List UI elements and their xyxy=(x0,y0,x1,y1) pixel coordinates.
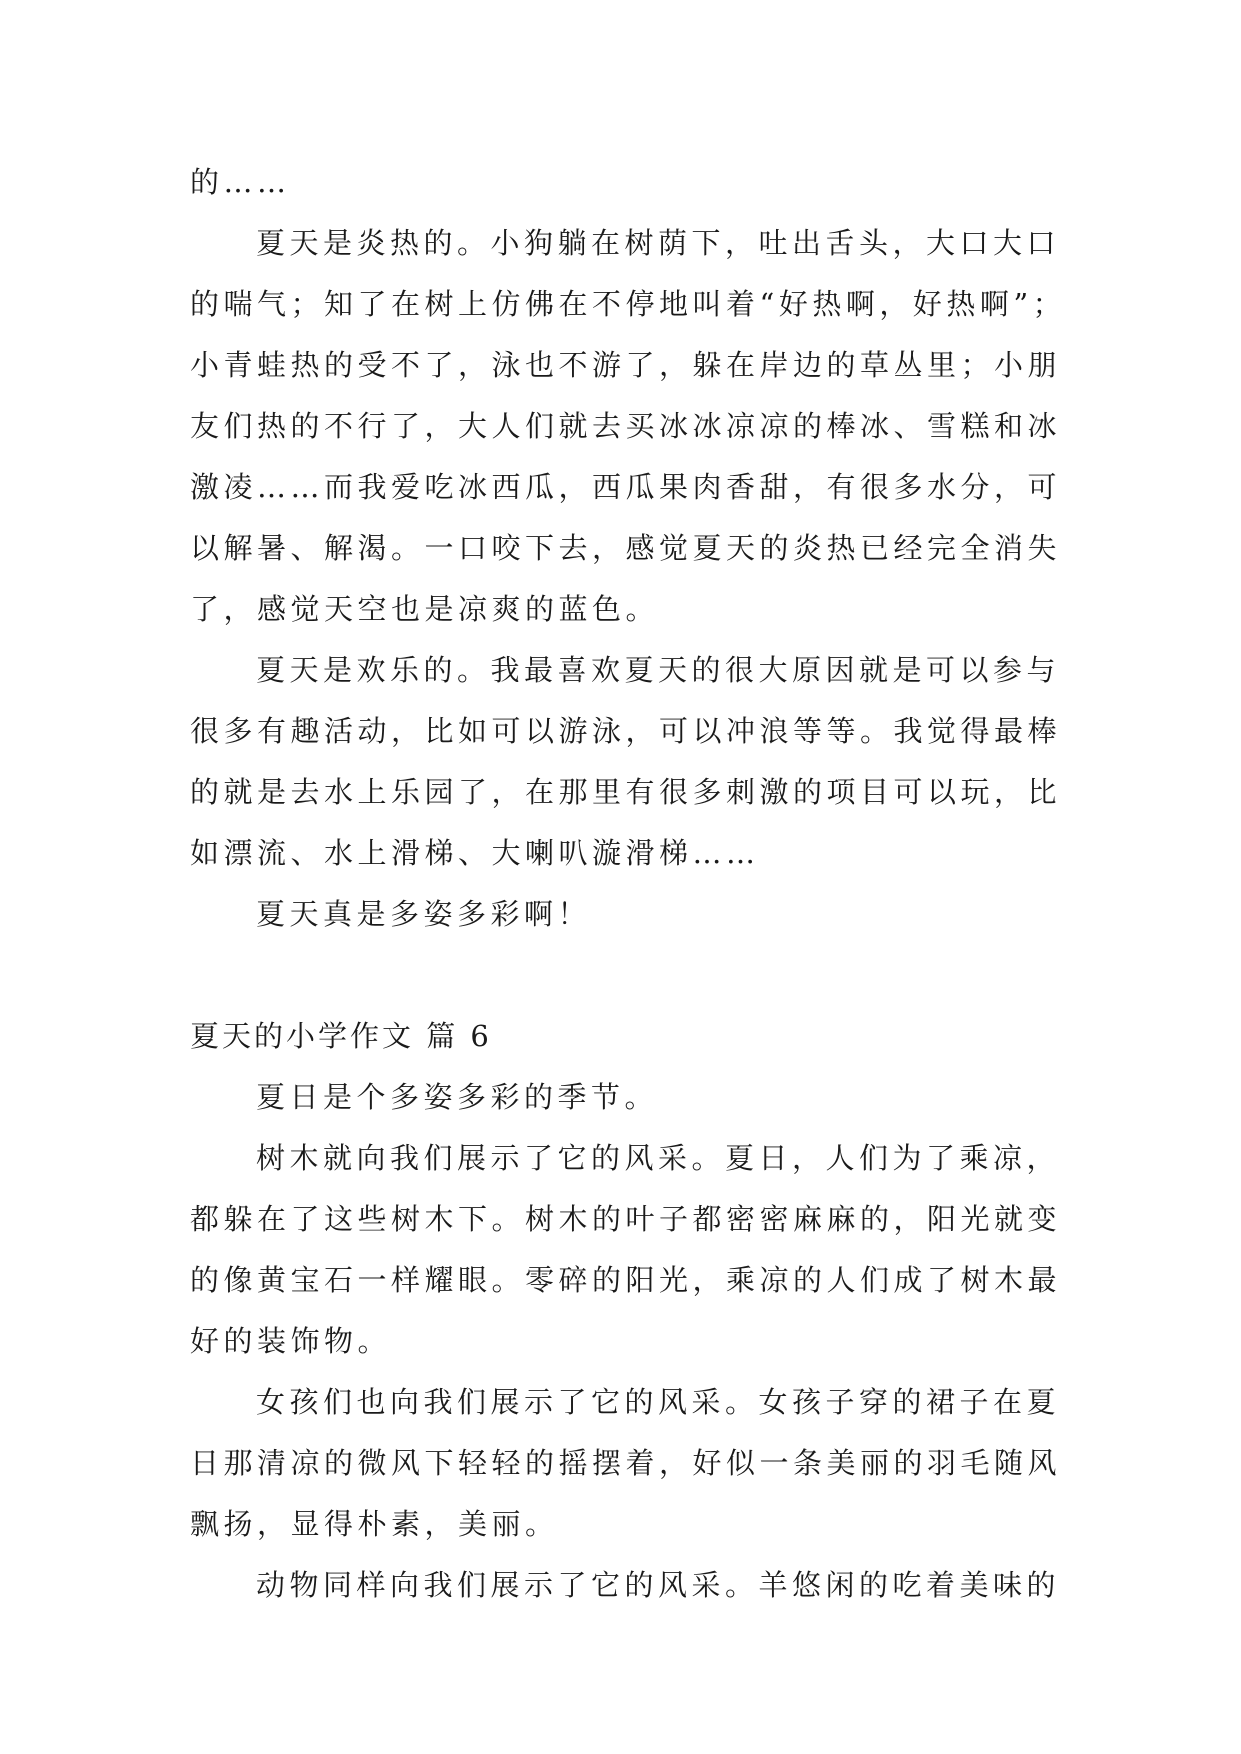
text-line: 树木就向我们展示了它的风采。夏日，人们为了乘凉， xyxy=(256,1141,1061,1175)
text-line: 很多有趣活动，比如可以游泳，可以冲浪等等。我觉得最棒 xyxy=(190,714,1062,748)
text-line: 如漂流、水上滑梯、大喇叭漩滑梯…… xyxy=(190,836,760,870)
text-line: 女孩们也向我们展示了它的风采。女孩子穿的裙子在夏 xyxy=(256,1385,1061,1419)
text-line: 以解暑、解渴。一口咬下去，感觉夏天的炎热已经完全消失 xyxy=(190,531,1062,565)
text-line: 的…… xyxy=(190,165,291,199)
text-line: 好的装饰物。 xyxy=(190,1324,392,1358)
text-line: 夏天是欢乐的。我最喜欢夏天的很大原因就是可以参与 xyxy=(256,653,1061,687)
text-line: 了，感觉天空也是凉爽的蓝色。 xyxy=(190,592,660,626)
text-line: 夏日是个多姿多彩的季节。 xyxy=(256,1080,659,1114)
text-line: 的就是去水上乐园了，在那里有很多刺激的项目可以玩，比 xyxy=(190,775,1062,809)
text-line: 小青蛙热的受不了，泳也不游了，躲在岸边的草丛里；小朋 xyxy=(190,348,1062,382)
text-line: 友们热的不行了，大人们就去买冰冰凉凉的棒冰、雪糕和冰 xyxy=(190,409,1062,443)
text-line: 的像黄宝石一样耀眼。零碎的阳光，乘凉的人们成了树木最 xyxy=(190,1263,1062,1297)
text-line: 激凌……而我爱吃冰西瓜，西瓜果肉香甜，有很多水分，可 xyxy=(190,470,1062,504)
text-line: 日那清凉的微风下轻轻的摇摆着，好似一条美丽的羽毛随风 xyxy=(190,1446,1062,1480)
text-line: 的喘气；知了在树上仿佛在不停地叫着“好热啊，好热啊”； xyxy=(190,287,1067,321)
section-heading: 夏天的小学作文 篇 6 xyxy=(190,1019,492,1053)
text-line: 动物同样向我们展示了它的风采。羊悠闲的吃着美味的 xyxy=(256,1568,1061,1602)
text-line: 夏天是炎热的。小狗躺在树荫下，吐出舌头，大口大口 xyxy=(256,226,1061,260)
text-line: 都躲在了这些树木下。树木的叶子都密密麻麻的，阳光就变 xyxy=(190,1202,1062,1236)
text-line: 夏天真是多姿多彩啊！ xyxy=(256,897,592,931)
document-body xyxy=(190,152,1067,1616)
blank-line xyxy=(190,945,1050,1006)
text-line: 飘扬，显得朴素，美丽。 xyxy=(190,1507,559,1541)
